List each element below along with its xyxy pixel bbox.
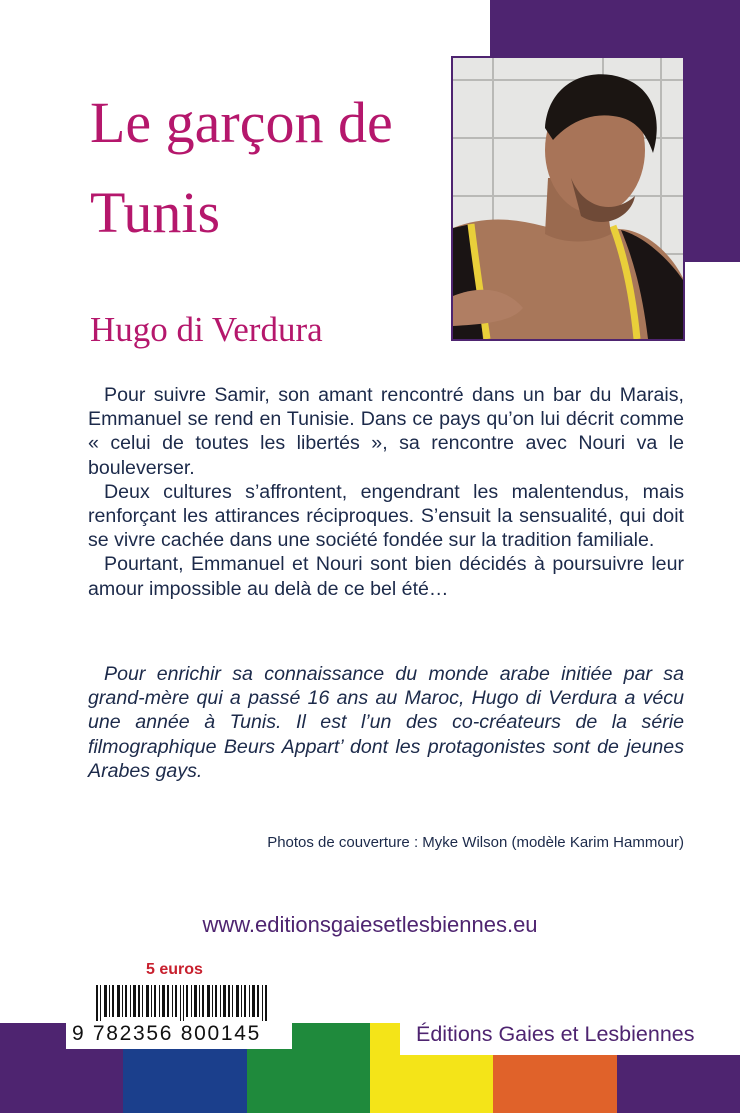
author-name: Hugo di Verdura (90, 310, 323, 349)
blurb-paragraph: Pour suivre Samir, son amant rencontré dans un bar du Marais, Emmanuel se rend en Tunisie. Dans ce pays qu’on lui décrit comme « celui de toutes les libertés », sa rencontre avec Nouri va le bouleverser. (88, 384, 684, 479)
blurb-paragraph: Pourtant, Emmanuel et Nouri sont bien décidés à poursuivre leur amour impossible au delà de ce bel été… (88, 553, 684, 600)
author-bio: Pour enrichir sa connaissance du monde arabe initiée par sa grand-mère qui a passé 16 ans au Maroc, Hugo di Verdura a vécu une année à Tunis. Il est l’un des co-créateurs de la série filmographique Beurs Appart’ dont les protagonistes sont de jeunes Arabes gays. (88, 663, 684, 782)
price-label: 5 euros (146, 961, 203, 978)
cover-photo (451, 56, 685, 341)
barcode (66, 981, 292, 1049)
publisher-name: Éditions Gaies et Lesbiennes (416, 1022, 695, 1046)
book-title (90, 78, 430, 258)
publisher-website: www.editionsgaiesetlesbiennes.eu (202, 912, 538, 937)
isbn-number: 9 782356 800145 (72, 1022, 261, 1045)
photo-credits: Photos de couverture : Myke Wilson (modèle Karim Hammour) (267, 834, 684, 851)
publisher-banner (400, 1013, 740, 1055)
barcode-bars (96, 985, 276, 1021)
title-line-2: Tunis (90, 180, 221, 245)
blurb (88, 383, 684, 601)
blurb-paragraph: Deux cultures s’affrontent, engendrant les malentendus, mais renforçant les attirances réciproques. S’ensuit la sensualité, qui doit se vivre cachée dans une société fondée sur la tradition familiale. (88, 480, 684, 552)
title-line-1: Le garçon de (90, 90, 393, 155)
